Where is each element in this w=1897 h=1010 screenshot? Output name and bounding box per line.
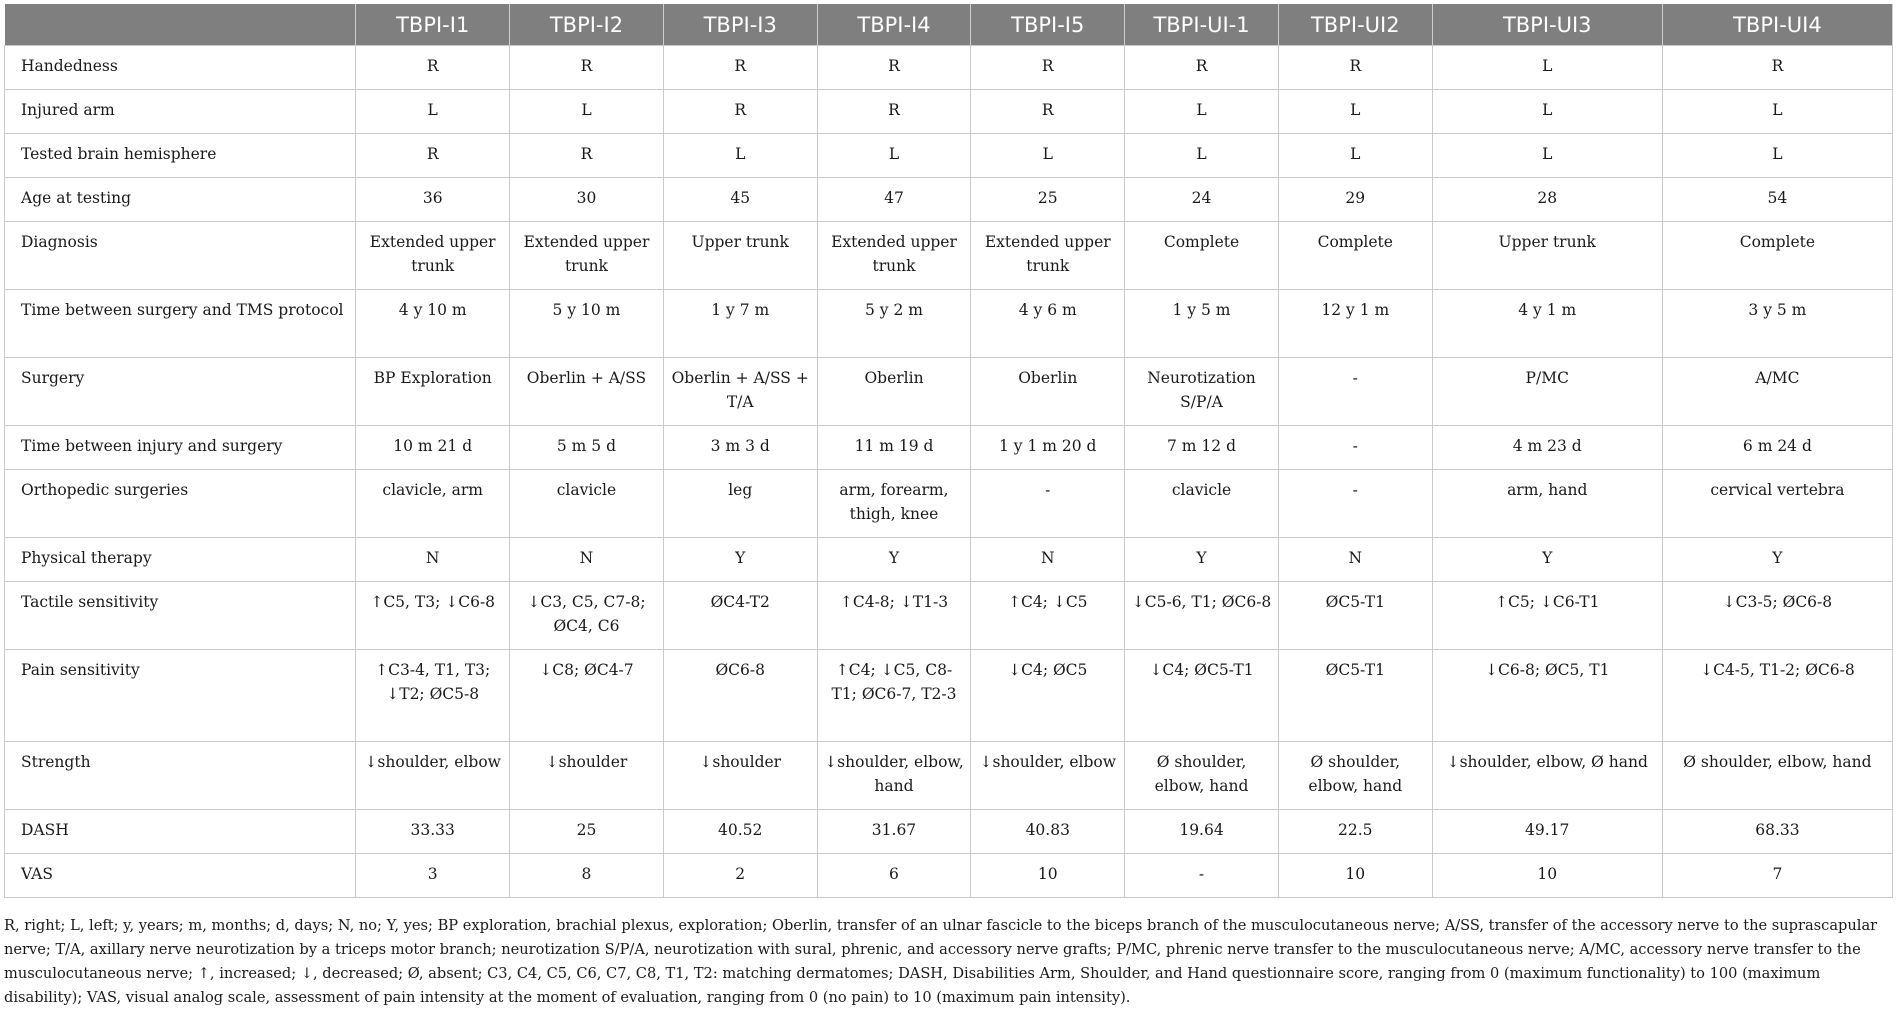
table-cell: Y [1125, 538, 1279, 582]
table-cell: L [663, 134, 817, 178]
table-cell: 22.5 [1278, 810, 1432, 854]
row-label: Surgery [5, 358, 356, 426]
header-cell: TBPI-UI3 [1432, 4, 1662, 46]
table-row [5, 426, 1893, 470]
table-cell: L [1125, 90, 1279, 134]
table-cell: 10 [1432, 854, 1662, 898]
table-cell: R [1662, 46, 1892, 90]
table-cell: ↑C5, T3; ↓C6-8 [356, 582, 510, 650]
row-label: Handedness [5, 46, 356, 90]
table-cell: Neurotization S/P/A [1125, 358, 1279, 426]
table-cell: 47 [817, 178, 971, 222]
table-cell: ↓shoulder [510, 742, 664, 810]
table-cell: ↓shoulder [663, 742, 817, 810]
table-cell: R [663, 90, 817, 134]
table-cell: L [1662, 134, 1892, 178]
table-cell: 10 [971, 854, 1125, 898]
table-cell: 33.33 [356, 810, 510, 854]
table-cell: Y [1432, 538, 1662, 582]
row-label: Time between surgery and TMS protocol [5, 290, 356, 358]
table-cell: L [1278, 90, 1432, 134]
table-footnote: R, right; L, left; y, years; m, months; d, days; N, no; Y, yes; BP exploration, brachial plexus, exploration; Oberlin, transfer of an ulnar fascicle to the biceps branch of the musculocutaneous nerve; A/SS, transfer of the accessory nerve to the suprascapular nerve; T/A, axillary nerve neurotization by a triceps motor branch; neurotization S/P/A, neurotization with sural, phrenic, and accessory nerve grafts; P/MC, phrenic nerve transfer to the musculocutaneous nerve; A/MC, accessory nerve transfer to the musculocutaneous nerve; ↑, increased; ↓, decreased; Ø, absent; C3, C4, C5, C6, C7, C8, T1, T2: matching dermatomes; DASH, Disabilities Arm, Shoulder, and Hand questionnaire score, ranging from 0 (maximum functionality) to 100 (maximum disability); VAS, visual analog scale, assessment of pain intensity at the moment of evaluation, ranging from 0 (no pain) to 10 (maximum pain intensity). [4, 917, 1878, 1006]
row-label: Tested brain hemisphere [5, 134, 356, 178]
table-cell: R [356, 134, 510, 178]
table-cell: 1 y 5 m [1125, 290, 1279, 358]
table-cell: R [356, 46, 510, 90]
table-cell: L [1432, 90, 1662, 134]
table-row [5, 178, 1893, 222]
table-cell: ØC5-T1 [1278, 582, 1432, 650]
table-cell: ↑C3-4, T1, T3; ↓T2; ØC5-8 [356, 650, 510, 742]
table-cell: 7 [1662, 854, 1892, 898]
table-cell: R [817, 46, 971, 90]
table-cell: clavicle [510, 470, 664, 538]
table-cell: - [971, 470, 1125, 538]
table-cell: - [1278, 470, 1432, 538]
table-cell: R [663, 46, 817, 90]
table-cell: Y [817, 538, 971, 582]
table-cell: clavicle, arm [356, 470, 510, 538]
row-label: Age at testing [5, 178, 356, 222]
table-row [5, 222, 1893, 290]
table-cell: ↓shoulder, elbow, hand [817, 742, 971, 810]
table-cell: R [510, 46, 664, 90]
table-row [5, 46, 1893, 90]
table-cell: 3 y 5 m [1662, 290, 1892, 358]
table-cell: A/MC [1662, 358, 1892, 426]
table-cell: ↓C4-5, T1-2; ØC6-8 [1662, 650, 1892, 742]
table-row [5, 290, 1893, 358]
table-cell: 49.17 [1432, 810, 1662, 854]
table-cell: 1 y 1 m 20 d [971, 426, 1125, 470]
table-cell: 2 [663, 854, 817, 898]
table-cell: N [971, 538, 1125, 582]
table-cell: ↓C3, C5, C7-8; ØC4, C6 [510, 582, 664, 650]
table-cell: L [1432, 134, 1662, 178]
table-cell: ↓C5-6, T1; ØC6-8 [1125, 582, 1279, 650]
header-cell: TBPI-UI4 [1662, 4, 1892, 46]
table-cell: ↑C4; ↓C5, C8-T1; ØC6-7, T2-3 [817, 650, 971, 742]
table-cell: Y [1662, 538, 1892, 582]
header-cell: TBPI-I4 [817, 4, 971, 46]
table-cell: ↓C4; ØC5 [971, 650, 1125, 742]
table-cell: L [817, 134, 971, 178]
table-cell: R [817, 90, 971, 134]
table-cell: 6 m 24 d [1662, 426, 1892, 470]
table-cell: R [971, 46, 1125, 90]
table-cell: L [1278, 134, 1432, 178]
table-row [5, 470, 1893, 538]
row-label: Injured arm [5, 90, 356, 134]
table-cell: 5 y 10 m [510, 290, 664, 358]
row-label: DASH [5, 810, 356, 854]
table-cell: Extended upper trunk [356, 222, 510, 290]
table-cell: 24 [1125, 178, 1279, 222]
table-cell: 68.33 [1662, 810, 1892, 854]
table-cell: 40.83 [971, 810, 1125, 854]
table-cell: 31.67 [817, 810, 971, 854]
table-cell: L [971, 134, 1125, 178]
table-cell: 12 y 1 m [1278, 290, 1432, 358]
table-cell: L [510, 90, 664, 134]
table-row [5, 854, 1893, 898]
table-row [5, 582, 1893, 650]
table-cell: 29 [1278, 178, 1432, 222]
table-cell: ↑C5; ↓C6-T1 [1432, 582, 1662, 650]
table-cell: L [356, 90, 510, 134]
table-cell: 4 y 10 m [356, 290, 510, 358]
table-row [5, 650, 1893, 742]
row-label: Diagnosis [5, 222, 356, 290]
table-cell: Extended upper trunk [971, 222, 1125, 290]
table-cell: 40.52 [663, 810, 817, 854]
table-cell: Ø shoulder, elbow, hand [1125, 742, 1279, 810]
table-cell: Complete [1278, 222, 1432, 290]
table-cell: - [1125, 854, 1279, 898]
table-cell: 3 [356, 854, 510, 898]
table-cell: ØC4-T2 [663, 582, 817, 650]
table-cell: BP Exploration [356, 358, 510, 426]
table-cell: 19.64 [1125, 810, 1279, 854]
table-cell: arm, hand [1432, 470, 1662, 538]
row-label: Tactile sensitivity [5, 582, 356, 650]
table-cell: 1 y 7 m [663, 290, 817, 358]
table-cell: 6 [817, 854, 971, 898]
table-cell: L [1432, 46, 1662, 90]
row-label: Physical therapy [5, 538, 356, 582]
table-cell: ØC6-8 [663, 650, 817, 742]
table-cell: 7 m 12 d [1125, 426, 1279, 470]
table-cell: - [1278, 358, 1432, 426]
header-cell: TBPI-I1 [356, 4, 510, 46]
table-row [5, 810, 1893, 854]
table-row [5, 134, 1893, 178]
table-cell: 5 y 2 m [817, 290, 971, 358]
table-cell: L [1125, 134, 1279, 178]
table-cell: N [1278, 538, 1432, 582]
row-label: Orthopedic surgeries [5, 470, 356, 538]
header-cell [5, 4, 356, 46]
table-cell: Extended upper trunk [510, 222, 664, 290]
table-cell: Y [663, 538, 817, 582]
table-cell: 8 [510, 854, 664, 898]
table-cell: R [1125, 46, 1279, 90]
table-cell: 25 [510, 810, 664, 854]
table-row [5, 538, 1893, 582]
table-cell: Ø shoulder, elbow, hand [1278, 742, 1432, 810]
table-cell: ↓shoulder, elbow, Ø hand [1432, 742, 1662, 810]
row-label: VAS [5, 854, 356, 898]
table-cell: 3 m 3 d [663, 426, 817, 470]
table-cell: 36 [356, 178, 510, 222]
table-cell: 28 [1432, 178, 1662, 222]
table-cell: Complete [1125, 222, 1279, 290]
table-cell: N [356, 538, 510, 582]
table-cell: Upper trunk [663, 222, 817, 290]
table-cell: 4 m 23 d [1432, 426, 1662, 470]
table-cell: 4 y 6 m [971, 290, 1125, 358]
header-row [5, 4, 1893, 46]
table-cell: ØC5-T1 [1278, 650, 1432, 742]
table-cell: ↑C4; ↓C5 [971, 582, 1125, 650]
table-cell: Upper trunk [1432, 222, 1662, 290]
table-cell: 10 [1278, 854, 1432, 898]
table-cell: ↓C4; ØC5-T1 [1125, 650, 1279, 742]
row-label: Strength [5, 742, 356, 810]
table-row [5, 358, 1893, 426]
header-cell: TBPI-I3 [663, 4, 817, 46]
table-cell: - [1278, 426, 1432, 470]
table-cell: ↑C4-8; ↓T1-3 [817, 582, 971, 650]
table-row [5, 90, 1893, 134]
table-cell: R [971, 90, 1125, 134]
table-cell: clavicle [1125, 470, 1279, 538]
table-cell: 4 y 1 m [1432, 290, 1662, 358]
header-cell: TBPI-I5 [971, 4, 1125, 46]
table-cell: ↓C3-5; ØC6-8 [1662, 582, 1892, 650]
table-cell: 10 m 21 d [356, 426, 510, 470]
patient-characteristics-table [4, 4, 1893, 898]
table-cell: Ø shoulder, elbow, hand [1662, 742, 1892, 810]
table-cell: N [510, 538, 664, 582]
table-cell: ↓C8; ØC4-7 [510, 650, 664, 742]
table-cell: Complete [1662, 222, 1892, 290]
header-cell: TBPI-I2 [510, 4, 664, 46]
table-cell: Oberlin + A/SS + T/A [663, 358, 817, 426]
table-cell: leg [663, 470, 817, 538]
table-cell: ↓C6-8; ØC5, T1 [1432, 650, 1662, 742]
table-cell: Oberlin [971, 358, 1125, 426]
table-cell: 5 m 5 d [510, 426, 664, 470]
table-cell: Oberlin [817, 358, 971, 426]
table-cell: arm, forearm, thigh, knee [817, 470, 971, 538]
row-label: Pain sensitivity [5, 650, 356, 742]
table-cell: ↓shoulder, elbow [356, 742, 510, 810]
table-cell: 45 [663, 178, 817, 222]
table-row [5, 742, 1893, 810]
table-cell: 25 [971, 178, 1125, 222]
table-cell: Extended upper trunk [817, 222, 971, 290]
row-label: Time between injury and surgery [5, 426, 356, 470]
table-cell: 11 m 19 d [817, 426, 971, 470]
header-cell: TBPI-UI-1 [1125, 4, 1279, 46]
table-cell: R [510, 134, 664, 178]
header-cell: TBPI-UI2 [1278, 4, 1432, 46]
table-cell: R [1278, 46, 1432, 90]
table-cell: L [1662, 90, 1892, 134]
table-cell: 30 [510, 178, 664, 222]
table-cell: 54 [1662, 178, 1892, 222]
table-cell: ↓shoulder, elbow [971, 742, 1125, 810]
table-cell: cervical vertebra [1662, 470, 1892, 538]
table-cell: P/MC [1432, 358, 1662, 426]
table-cell: Oberlin + A/SS [510, 358, 664, 426]
